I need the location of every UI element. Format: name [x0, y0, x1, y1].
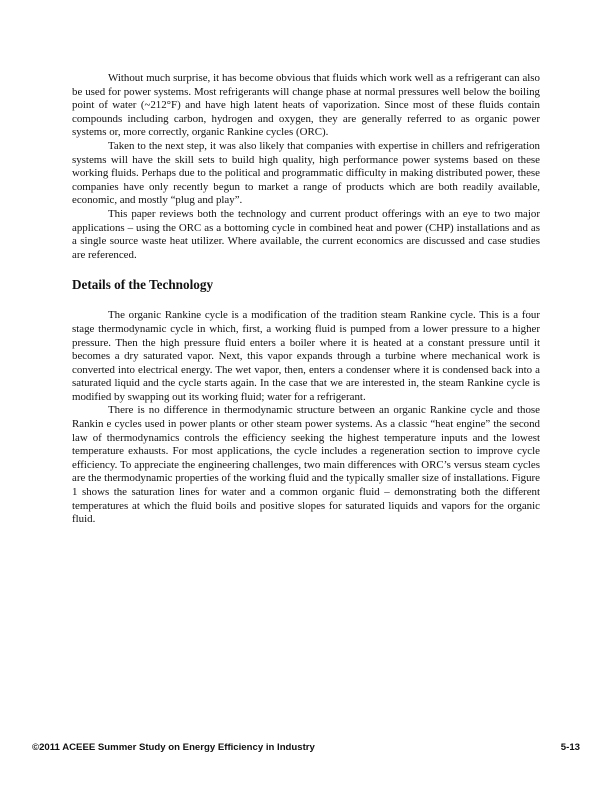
paragraph: The organic Rankine cycle is a modification of the tradition steam Rankine cycle. This is a four stage thermodynamic cycle in which, first, a working fluid is pumped from a lower pressure to a higher pressure. Then the high pressure fluid enters a boiler where it is heated at a constant pressure until it becomes a dry saturated vapor. Next, this vapor expands through a turbine where mechanical work is converted into electrical energy. The wet vapor, then, enters a condenser where it is condensed back into a saturated liquid and the cycle starts again. In the case that we are interested in, the steam Rankine cycle is modified by swapping out its working fluid; water for a refrigerant. [72, 309, 540, 403]
paragraph: Without much surprise, it has become obvious that fluids which work well as a refrigerant can also be used for power systems. Most refrigerants will change phase at normal pressures well below the boiling point of water (~212°F) and have high latent heats of vaporization. Since most of these fluids contain compounds including carbon, hydrogen and oxygen, they are generally referred to as organic power systems or, more correctly, organic Rankine cycles (ORC). [72, 72, 540, 139]
page-number: 5-13 [560, 742, 580, 753]
paragraph: There is no difference in thermodynamic structure between an organic Rankine cycle and those Rankin e cycles used in power plants or other steam power systems. As a classic “heat engine” the second law of thermodynamics controls the efficiency seeking the highest temperature inputs and the lowest temperature exhausts. For most applications, the cycle includes a regeneration section to improve cycle efficiency. To appreciate the engineering challenges, two main differences with ORC’s versus steam cycles are the thermodynamic properties of the working fluid and the typically smaller size of installations. Figure 1 shows the saturation lines for water and a common organic fluid – demonstrating both the different temperatures at which the fluid boils and positive slopes for saturated liquids and vapors for the organic fluid. [72, 404, 540, 526]
section-heading: Details of the Technology [72, 277, 214, 293]
footer-citation: ©2011 ACEEE Summer Study on Energy Efficiency in Industry [32, 742, 315, 753]
page-footer [32, 742, 580, 753]
paragraph: This paper reviews both the technology and current product offerings with an eye to two major applications – using the ORC as a bottoming cycle in combined heat and power (CHP) installations and as a single source waste heat utilizer. Where available, the current economics are discussed and case studies are referenced. [72, 207, 540, 261]
body-text [72, 72, 540, 527]
paragraph: Taken to the next step, it was also likely that companies with expertise in chillers and refrigeration systems will have the skill sets to build high quality, high performance power systems based on these working fluids. Perhaps due to the political and programmatic difficulty in making distributed power, these companies have only recently begun to market a range of products which are both readily available, economic, and mostly “plug and play”. [72, 139, 540, 207]
